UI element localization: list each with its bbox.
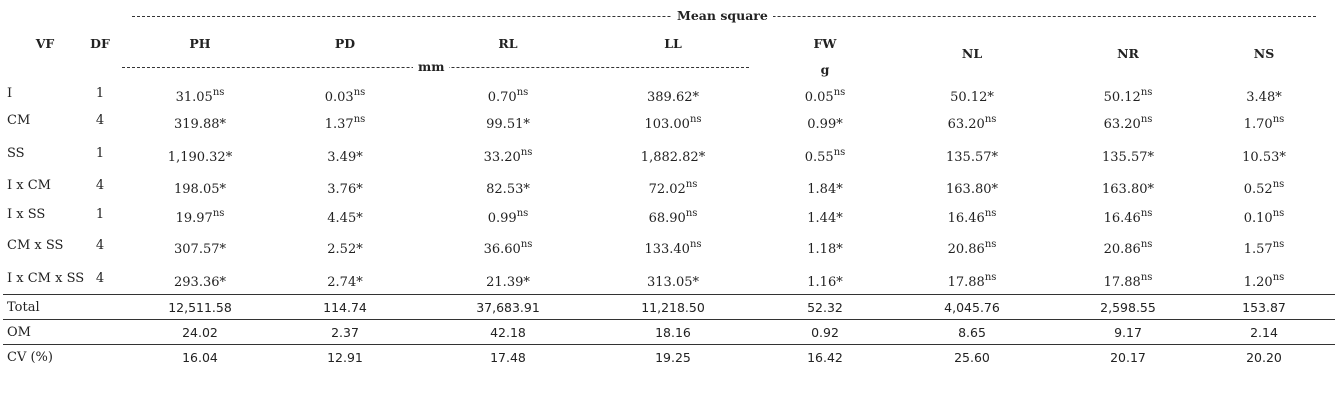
significance-marker: ns <box>516 87 529 98</box>
significance-marker: ns <box>1272 114 1285 125</box>
cell-value: 10.53* <box>1242 150 1286 165</box>
significance-marker: ns <box>212 87 225 98</box>
cell-value: 16.46 <box>947 211 985 226</box>
table-cell <box>946 150 998 165</box>
cell-value: 63.20 <box>1103 117 1141 132</box>
col-header-vf: VF <box>35 36 55 51</box>
significance-marker: ns <box>1140 239 1153 250</box>
table-cell <box>947 272 997 290</box>
summary-label: OM <box>7 325 31 340</box>
table-cell <box>486 275 530 290</box>
table-cell <box>327 150 362 165</box>
summary-cell: 25.60 <box>954 350 990 365</box>
significance-marker: ns <box>520 147 533 158</box>
significance-marker: ns <box>1272 179 1285 190</box>
row-label: SS <box>7 146 25 161</box>
row-df: 4 <box>95 113 105 128</box>
table-cell <box>647 275 699 290</box>
cell-value: 68.90 <box>648 211 686 226</box>
table-cell <box>950 90 994 105</box>
cell-value: 17.88 <box>1103 275 1141 290</box>
cell-value: 0.99* <box>807 117 843 132</box>
table-cell <box>1103 208 1153 226</box>
cell-value: 0.52 <box>1243 182 1273 197</box>
cell-value: 133.40 <box>644 242 690 257</box>
col-header-nl: NL <box>961 46 983 61</box>
cell-value: 3.49* <box>327 150 363 165</box>
significance-marker: ns <box>833 147 846 158</box>
row-df: 4 <box>95 271 105 286</box>
cell-value: 21.39* <box>486 275 530 290</box>
table-cell <box>807 182 842 197</box>
table-cell <box>1246 90 1281 105</box>
significance-marker: ns <box>1272 272 1285 283</box>
table-cell <box>327 182 362 197</box>
table-cell <box>641 150 705 165</box>
row-label: I x SS <box>7 207 46 222</box>
summary-cell: 11,218.50 <box>641 300 705 315</box>
mm-unit-label: mm <box>413 59 449 74</box>
col-header-ll: LL <box>664 36 682 51</box>
cell-value: 1,190.32* <box>167 150 233 165</box>
cell-value: 1,882.82* <box>640 150 706 165</box>
summary-cell: 17.48 <box>490 350 526 365</box>
table-cell <box>1243 114 1285 132</box>
table-cell <box>1243 208 1285 226</box>
significance-marker: ns <box>689 114 702 125</box>
significance-marker: ns <box>689 239 702 250</box>
table-cell <box>327 275 362 290</box>
table-cell <box>807 211 842 226</box>
table-cell <box>174 275 226 290</box>
table-cell <box>1243 239 1285 257</box>
table-cell <box>807 242 842 257</box>
row-label: I <box>7 86 13 101</box>
table-cell <box>648 179 698 197</box>
cell-value: 20.86 <box>1103 242 1141 257</box>
cell-value: 1.44* <box>807 211 843 226</box>
row-separator <box>3 319 1335 320</box>
row-label: I x CM <box>7 178 51 193</box>
row-df: 4 <box>95 238 105 253</box>
cell-value: 72.02 <box>648 182 686 197</box>
cell-value: 4.45* <box>327 211 363 226</box>
cell-value: 19.97 <box>175 211 213 226</box>
col-header-df: DF <box>90 36 110 51</box>
row-label: I x CM x SS <box>7 271 85 286</box>
table-cell <box>647 90 699 105</box>
table-cell <box>1103 272 1153 290</box>
table-cell <box>804 147 846 165</box>
cell-value: 16.46 <box>1103 211 1141 226</box>
table-cell <box>174 117 226 132</box>
cell-value: 0.10 <box>1243 211 1273 226</box>
col-header-nr: NR <box>1117 46 1139 61</box>
cell-value: 293.36* <box>174 275 226 290</box>
cell-value: 163.80* <box>946 182 998 197</box>
cell-value: 0.03 <box>324 90 354 105</box>
table-cell <box>486 182 530 197</box>
table-cell <box>483 147 533 165</box>
significance-marker: ns <box>833 87 846 98</box>
cell-value: 20.86 <box>947 242 985 257</box>
row-df: 4 <box>95 178 105 193</box>
table-cell <box>324 87 366 105</box>
cell-value: 135.57* <box>946 150 998 165</box>
summary-label: CV (%) <box>7 350 53 365</box>
cell-value: 3.76* <box>327 182 363 197</box>
cell-value: 2.74* <box>327 275 363 290</box>
cell-value: 1.84* <box>807 182 843 197</box>
table-cell <box>804 87 846 105</box>
cell-value: 1.57 <box>1243 242 1273 257</box>
significance-marker: ns <box>1272 239 1285 250</box>
cell-value: 17.88 <box>947 275 985 290</box>
table-cell <box>483 239 533 257</box>
mean-square-label: Mean square <box>672 8 773 23</box>
cell-value: 50.12 <box>1103 90 1141 105</box>
col-header-pd: PD <box>334 36 356 51</box>
summary-label: Total <box>7 300 40 315</box>
cell-value: 3.48* <box>1246 90 1282 105</box>
significance-marker: ns <box>984 239 997 250</box>
summary-cell: 114.74 <box>323 300 367 315</box>
summary-cell: 16.42 <box>807 350 843 365</box>
summary-cell: 4,045.76 <box>944 300 1000 315</box>
cell-value: 0.99 <box>487 211 517 226</box>
table-cell <box>1243 179 1285 197</box>
cell-value: 135.57* <box>1102 150 1154 165</box>
table-cell <box>168 150 232 165</box>
table-cell <box>807 117 842 132</box>
summary-cell: 20.17 <box>1110 350 1146 365</box>
summary-cell: 37,683.91 <box>476 300 540 315</box>
summary-cell: 2,598.55 <box>1100 300 1156 315</box>
table-cell <box>1242 150 1286 165</box>
table-cell <box>1103 239 1153 257</box>
significance-marker: ns <box>1140 272 1153 283</box>
summary-cell: 19.25 <box>655 350 691 365</box>
significance-marker: ns <box>685 208 698 219</box>
table-cell <box>324 114 366 132</box>
g-unit-label: g <box>820 62 830 77</box>
significance-marker: ns <box>353 87 366 98</box>
summary-cell: 9.17 <box>1114 325 1142 340</box>
table-cell <box>1102 150 1154 165</box>
table-cell <box>327 211 362 226</box>
significance-marker: ns <box>353 114 366 125</box>
cell-value: 0.05 <box>804 90 834 105</box>
table-cell <box>174 242 226 257</box>
row-separator <box>3 344 1335 345</box>
row-label: CM <box>7 113 31 128</box>
table-cell <box>1103 114 1153 132</box>
significance-marker: ns <box>516 208 529 219</box>
cell-value: 103.00 <box>644 117 690 132</box>
table-cell <box>175 87 225 105</box>
table-cell <box>487 208 529 226</box>
col-header-fw: FW <box>813 36 837 51</box>
table-cell <box>175 208 225 226</box>
summary-cell: 20.20 <box>1246 350 1282 365</box>
significance-marker: ns <box>1140 87 1153 98</box>
summary-cell: 2.37 <box>331 325 359 340</box>
table-cell <box>1102 182 1154 197</box>
summary-cell: 18.16 <box>655 325 691 340</box>
significance-marker: ns <box>984 208 997 219</box>
cell-value: 33.20 <box>483 150 521 165</box>
significance-marker: ns <box>212 208 225 219</box>
table-cell <box>487 87 529 105</box>
table-cell <box>946 182 998 197</box>
significance-marker: ns <box>984 114 997 125</box>
summary-cell: 16.04 <box>182 350 218 365</box>
summary-cell: 12.91 <box>327 350 363 365</box>
cell-value: 82.53* <box>486 182 530 197</box>
cell-value: 307.57* <box>174 242 226 257</box>
table-cell <box>947 114 997 132</box>
summary-cell: 12,511.58 <box>168 300 232 315</box>
table-cell <box>327 242 362 257</box>
summary-cell: 2.14 <box>1250 325 1278 340</box>
table-cell <box>486 117 530 132</box>
table-cell <box>648 208 698 226</box>
col-header-rl: RL <box>498 36 518 51</box>
cell-value: 1.18* <box>807 242 843 257</box>
cell-value: 198.05* <box>174 182 226 197</box>
table-cell <box>947 208 997 226</box>
cell-value: 313.05* <box>647 275 699 290</box>
cell-value: 0.70 <box>487 90 517 105</box>
table-cell <box>947 239 997 257</box>
row-df: 1 <box>95 146 105 161</box>
significance-marker: ns <box>1140 208 1153 219</box>
cell-value: 0.55 <box>804 150 834 165</box>
cell-value: 1.70 <box>1243 117 1273 132</box>
table-cell <box>807 275 842 290</box>
row-df: 1 <box>95 207 105 222</box>
table-cell <box>644 114 702 132</box>
cell-value: 1.20 <box>1243 275 1273 290</box>
significance-marker: ns <box>685 179 698 190</box>
table-cell <box>174 182 226 197</box>
col-header-ph: PH <box>189 36 211 51</box>
summary-cell: 153.87 <box>1242 300 1286 315</box>
col-header-ns: NS <box>1253 46 1275 61</box>
cell-value: 2.52* <box>327 242 363 257</box>
significance-marker: ns <box>520 239 533 250</box>
significance-marker: ns <box>984 272 997 283</box>
table-cell <box>1243 272 1285 290</box>
cell-value: 1.37 <box>324 117 354 132</box>
row-separator <box>3 294 1335 295</box>
row-df: 1 <box>95 86 105 101</box>
row-label: CM x SS <box>7 238 64 253</box>
table-cell <box>644 239 702 257</box>
summary-cell: 52.32 <box>807 300 843 315</box>
cell-value: 99.51* <box>486 117 530 132</box>
significance-marker: ns <box>1272 208 1285 219</box>
cell-value: 389.62* <box>647 90 699 105</box>
cell-value: 50.12* <box>950 90 994 105</box>
cell-value: 31.05 <box>175 90 213 105</box>
summary-cell: 8.65 <box>958 325 986 340</box>
cell-value: 1.16* <box>807 275 843 290</box>
summary-cell: 0.92 <box>811 325 839 340</box>
cell-value: 319.88* <box>174 117 226 132</box>
cell-value: 36.60 <box>483 242 521 257</box>
summary-cell: 42.18 <box>490 325 526 340</box>
significance-marker: ns <box>1140 114 1153 125</box>
table-cell <box>1103 87 1153 105</box>
cell-value: 163.80* <box>1102 182 1154 197</box>
cell-value: 63.20 <box>947 117 985 132</box>
summary-cell: 24.02 <box>182 325 218 340</box>
